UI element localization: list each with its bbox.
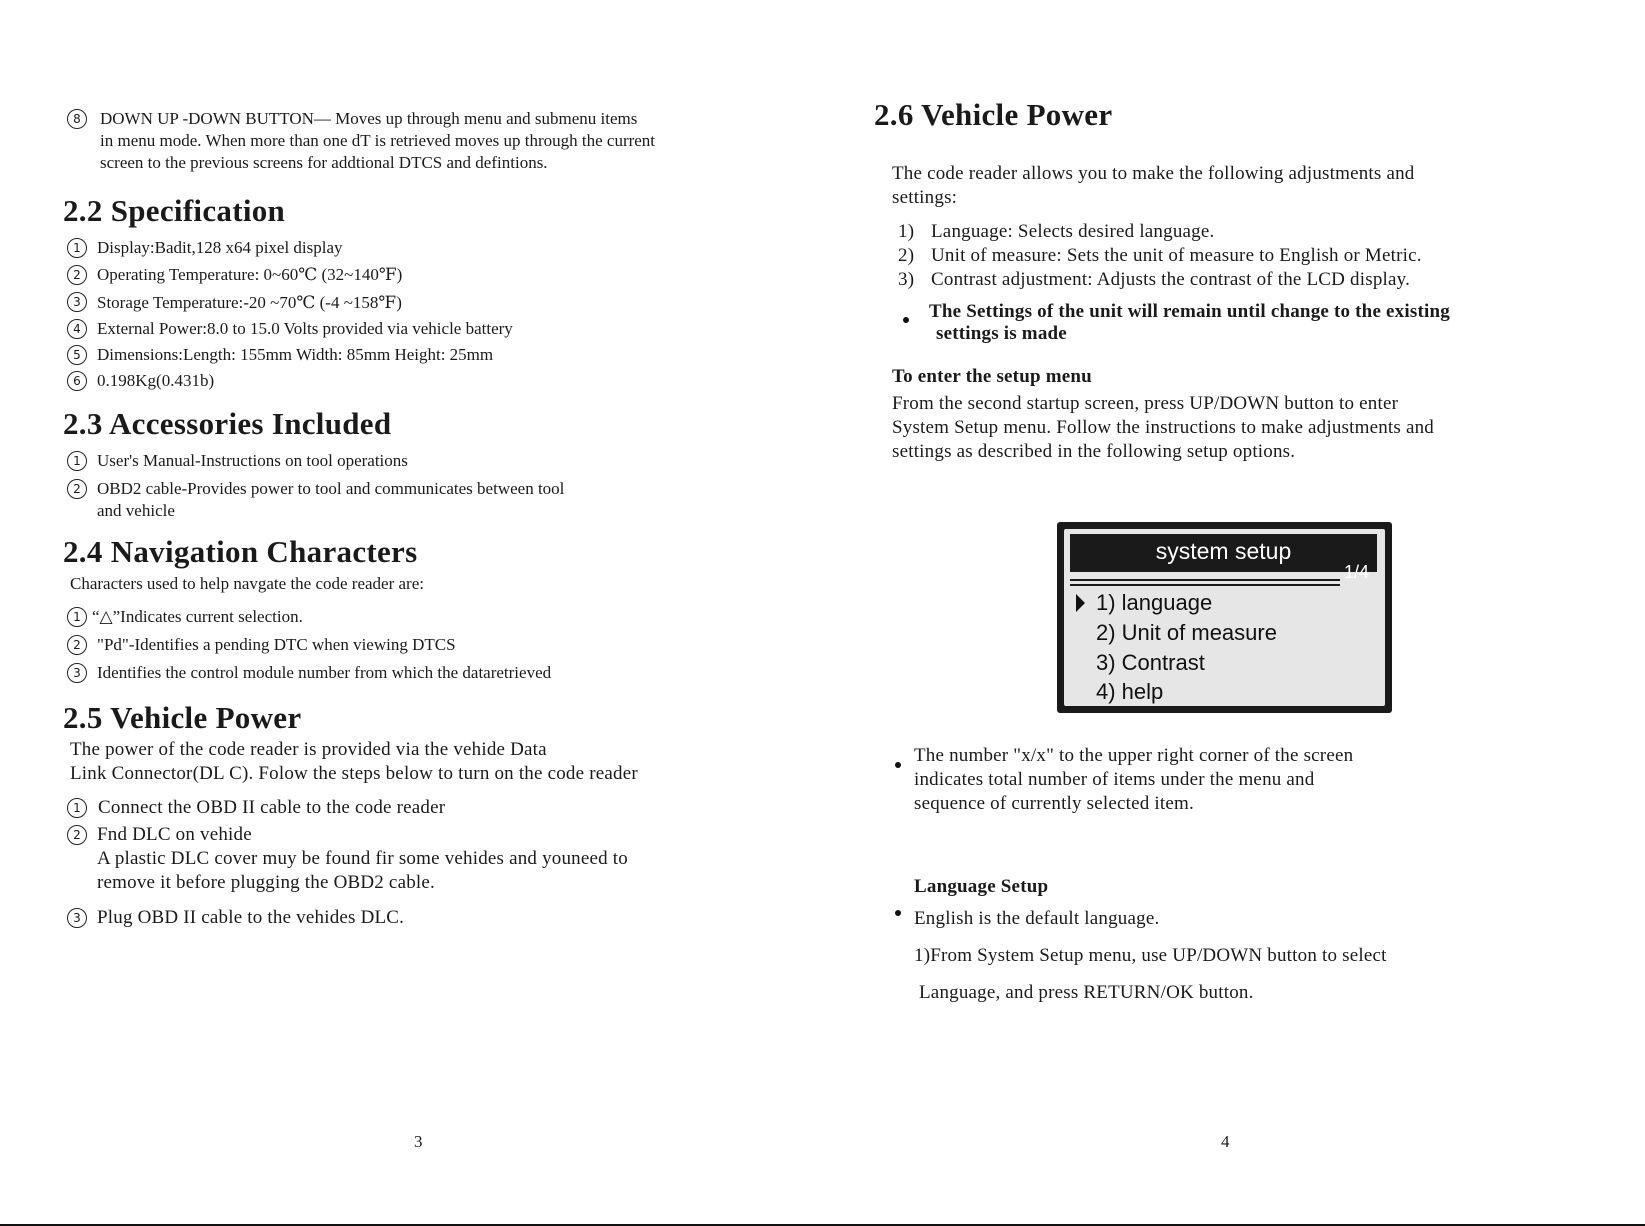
item-number-badge: 1 [67,238,87,258]
accessory-item [67,478,87,500]
power-intro-line-1: The power of the code reader is provided via the vehide Data [70,739,547,760]
setting-text: Language: Selects desired language. [931,221,1215,242]
power-step [67,796,87,820]
setup-menu-heading: To enter the setup menu [892,366,1092,387]
spec-item [67,237,87,259]
setting-number: 2) [898,245,915,266]
counter-note-line-3: sequence of currently selected item. [914,793,1194,814]
adjustments-intro-line-2: settings: [892,187,958,208]
item-number-badge: 1 [67,798,87,818]
button-description-line-2: in menu mode. When more than one dT is retrieved moves up through the current [100,131,656,150]
counter-note-line-2: indicates total number of items under the menu and [914,769,1315,790]
navigation-item-text: Identifies the control module number from which the dataretrieved [97,663,552,682]
button-description-line-1: DOWN UP -DOWN BUTTON— Moves up through menu and submenu items [100,109,638,128]
adjustments-intro-line-1: The code reader allows you to make the following adjustments and [892,163,1415,184]
spec-item-text: Dimensions:Length: 155mm Width: 85mm Height: 25mm [97,345,494,364]
item-number-badge: 6 [67,371,87,391]
spec-item [67,291,87,313]
spec-item-text: Display:Badit,128 x64 pixel display [97,238,343,257]
setup-menu-line-2: System Setup menu. Follow the instructions to make adjustments and [892,417,1434,438]
power-intro-line-2: Link Connector(DL C). Folow the steps below to turn on the code reader [70,763,638,784]
section-heading-vehicle-power: 2.5 Vehicle Power [63,700,302,735]
power-step-text: Fnd DLC on vehide [97,824,252,845]
setting-text: Unit of measure: Sets the unit of measure to English or Metric. [931,245,1422,266]
lcd-menu-item-unit-of-measure: 2) Unit of measure [1096,620,1277,645]
navigation-intro: Characters used to help navgate the code reader are: [70,574,424,593]
item-number-badge: 3 [67,292,87,312]
accessory-item-text: OBD2 cable-Provides power to tool and communicates between tool [97,479,565,498]
spec-item [67,264,87,286]
page-number: 3 [414,1132,423,1151]
accessory-item-text-continued: and vehicle [97,501,175,520]
section-heading-navigation: 2.4 Navigation Characters [63,534,418,569]
item-number-badge: 3 [67,908,87,928]
lcd-page-counter: 1/4 [1343,562,1369,582]
spec-item-text: External Power:8.0 to 15.0 Volts provided via vehicle battery [97,319,513,338]
setting-number: 3) [898,269,915,290]
item-number-badge: 3 [67,663,87,683]
lcd-title: system setup [1155,538,1292,564]
selection-arrow-icon [1076,594,1085,612]
language-default-text: English is the default language. [914,908,1160,929]
lcd-title-bar [1070,534,1377,582]
lcd-display-area [1064,529,1385,706]
spec-item-text: Storage Temperature:-20 ~70℃ (-4 ~158℉) [97,293,402,312]
lcd-screen [1057,522,1392,713]
button-description-item [67,108,87,130]
item-number-badge: 4 [67,319,87,339]
button-description-line-3: screen to the previous screens for addtional DTCS and defintions. [100,153,548,172]
settings-note-line-2: settings is made [936,323,1067,344]
item-number-badge: 8 [67,109,87,129]
counter-note-line-1: The number "x/x" to the upper right corner of the screen [914,745,1354,766]
language-step-line-2: Language, and press RETURN/OK button. [919,982,1254,1003]
bullet-icon [895,755,901,773]
lcd-divider [1070,579,1340,581]
item-number-badge: 5 [67,345,87,365]
navigation-item [67,606,87,628]
page-number: 4 [1221,1132,1230,1151]
navigation-item-text: "Pd"-Identifies a pending DTC when viewing DTCS [97,635,456,654]
spec-item [67,344,87,366]
section-heading-specification: 2.2 Specification [63,193,286,228]
navigation-item [67,662,87,684]
lcd-divider [1070,584,1340,586]
item-number-badge: 2 [67,635,87,655]
setup-menu-line-1: From the second startup screen, press UP/DOWN button to enter [892,393,1399,414]
accessory-item [67,450,87,472]
power-step-text: Connect the OBD II cable to the code reader [98,797,446,818]
settings-note-line-1: The Settings of the unit will remain until change to the existing [929,301,1450,322]
left-page [0,0,822,1226]
item-number-badge: 2 [67,825,87,845]
navigation-item-text: “△”Indicates current selection. [92,607,303,626]
spec-item-text: Operating Temperature: 0~60℃ (32~140℉) [97,265,403,284]
setting-text: Contrast adjustment: Adjusts the contrast of the LCD display. [931,269,1411,290]
language-setup-heading: Language Setup [914,876,1049,897]
item-number-badge: 1 [67,607,87,627]
power-step [67,906,87,930]
power-step-note-line-1: A plastic DLC cover muy be found fir some vehides and youneed to [97,848,628,869]
spec-item-text: 0.198Kg(0.431b) [97,371,215,390]
item-number-badge: 1 [67,451,87,471]
lcd-menu-item-contrast: 3) Contrast [1096,650,1205,675]
language-step-line-1: 1)From System Setup menu, use UP/DOWN button to select [914,945,1387,966]
spec-item [67,318,87,340]
bullet-icon [903,310,909,328]
setting-number: 1) [898,221,915,242]
navigation-item [67,634,87,656]
item-number-badge: 2 [67,479,87,499]
lcd-menu-item-help: 4) help [1096,679,1164,704]
accessory-item-text: User's Manual-Instructions on tool operations [97,451,408,470]
setup-menu-line-3: settings as described in the following setup options. [892,441,1296,462]
bullet-icon [895,903,901,921]
section-heading-accessories: 2.3 Accessories Included [63,406,392,441]
power-step-text: Plug OBD II cable to the vehides DLC. [97,907,405,928]
section-heading-vehicle-power: 2.6 Vehicle Power [874,97,1113,132]
spec-item [67,370,87,392]
lcd-menu-item-language: 1) language [1096,590,1213,615]
power-step [67,823,87,847]
power-step-note-line-2: remove it before plugging the OBD2 cable. [97,872,435,893]
item-number-badge: 2 [67,265,87,285]
